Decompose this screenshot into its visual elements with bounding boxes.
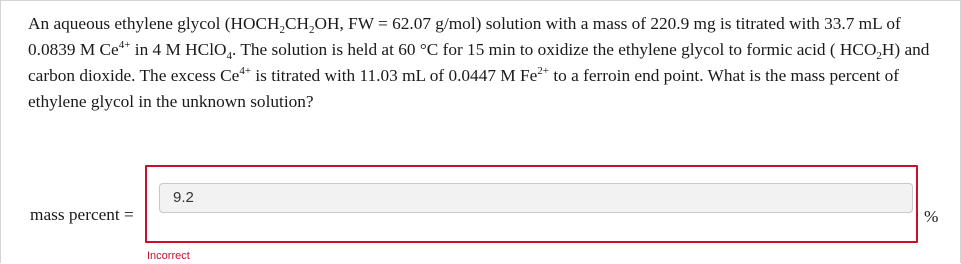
question-text-part: An aqueous ethylene glycol (HOCH xyxy=(28,14,280,33)
question-text xyxy=(28,11,943,115)
subscript: 4 xyxy=(226,50,232,62)
question-text-part: to a ferroin end point. What is the mass percent of ethylene glycol in the unknown solution? xyxy=(28,66,900,111)
superscript: 4+ xyxy=(118,39,131,51)
superscript: 4+ xyxy=(239,65,252,77)
incorrect-status-text: Incorrect xyxy=(147,250,190,262)
question-text-part: CH xyxy=(284,14,309,33)
unit-label: % xyxy=(924,207,939,226)
subscript: 2 xyxy=(876,50,882,62)
mass-percent-input[interactable] xyxy=(159,183,913,213)
question-text-part: in 4 M HClO xyxy=(130,40,227,59)
superscript: 2+ xyxy=(537,65,549,77)
question-text-part: . The solution is held at 60 °C for 15 min to oxidize the ethylene glycol to formic acid ( HCO xyxy=(231,40,877,59)
question-text-part: H) and carbon dioxide. The excess Ce xyxy=(28,40,930,85)
question-text-part: OH, FW = 62.07 g/mol) solution with a mass of 220.9 mg is titrated with 33.7 mL of 0.0839 M Ce xyxy=(28,14,901,59)
question-text-part: is titrated with 11.03 mL of 0.0447 M Fe xyxy=(251,66,538,85)
subscript: 2 xyxy=(309,24,315,36)
answer-label: mass percent = xyxy=(30,205,134,224)
subscript: 2 xyxy=(279,24,285,36)
